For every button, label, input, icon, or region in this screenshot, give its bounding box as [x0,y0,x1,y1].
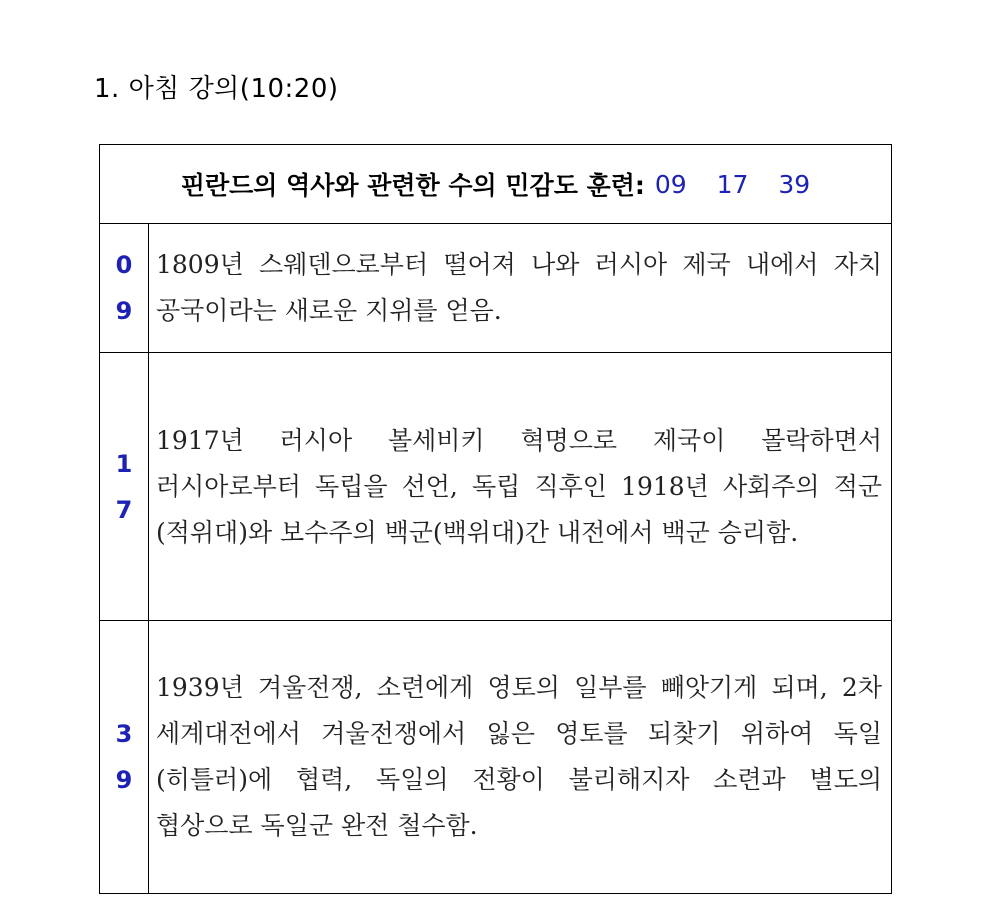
row-number-bottom-digit: 9 [115,766,133,794]
row-description: 1939년 겨울전쟁, 소련에게 영토의 일부를 빼앗기게 되며, 2차 세계대전에서 겨울전쟁에서 잃은 영토를 되찾기 위하여 독일(히틀러)에 협력, 독일의 전황이 불리해지자 소련과 별도의 협상으로 독일군 완전 철수함. [156,673,882,840]
table-row [100,621,891,893]
row-number-top-digit: 1 [115,449,133,478]
table-title-numbers: 09 17 39 [654,169,811,199]
table-title: 핀란드의 역사와 관련한 수의 민감도 훈련: [180,171,645,200]
table-title-row [100,145,891,224]
row-description: 1917년 러시아 볼세비키 혁명으로 제국이 몰락하면서 러시아로부터 독립을 선언, 독립 직후인 1918년 사회주의 적군(적위대)와 보수주의 백군(백위대)간 내전에서 백군 승리함. [156,425,882,547]
row-text-cell [156,353,882,620]
section-heading: 1. 아침 강의(10:20) [94,74,339,104]
row-number-cell [100,224,149,352]
row-number-top-digit: 0 [115,251,133,279]
history-number-table [99,144,892,894]
row-number-cell [100,621,149,893]
row-number-bottom-digit: 7 [115,495,133,524]
row-text-cell [156,621,882,893]
row-text-cell [156,224,882,352]
row-number-bottom-digit: 9 [115,297,133,325]
table-row [100,224,891,353]
row-description: 1809년 스웨덴으로부터 떨어져 나와 러시아 제국 내에서 자치 공국이라는 새로운 지위를 얻음. [156,250,882,325]
row-number-cell [100,353,149,620]
row-number-top-digit: 3 [115,720,133,748]
table-row [100,353,891,621]
